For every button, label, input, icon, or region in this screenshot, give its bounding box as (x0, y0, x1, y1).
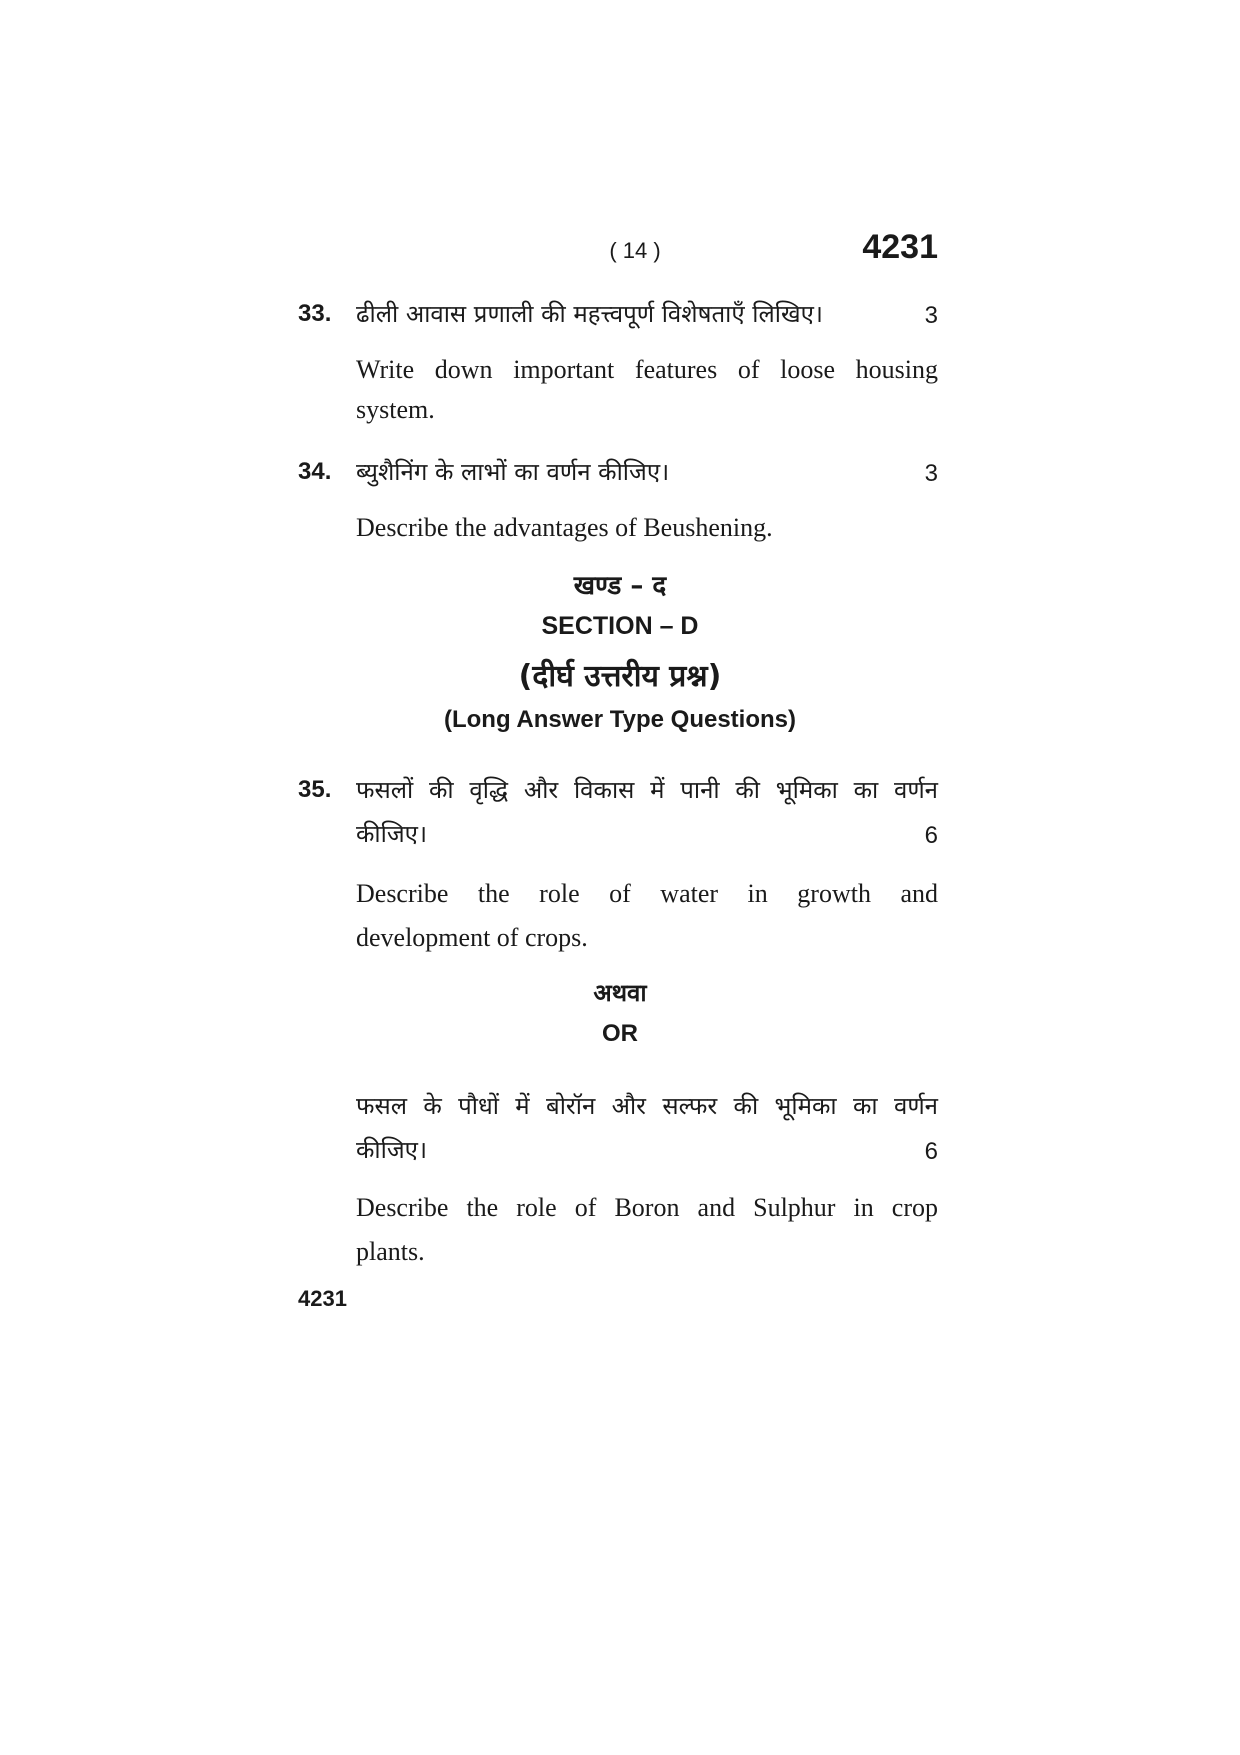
paper-code-top: 4231 (862, 228, 938, 266)
question-35-english-line1: Describe the role of water in growth and (356, 879, 938, 908)
question-33-english-line2: system. (356, 395, 435, 424)
question-35-number: 35. (298, 776, 332, 803)
question-35-english-line2: development of crops. (356, 923, 588, 952)
question-34-hindi: ब्युशैनिंग के लाभों का वर्णन कीजिए। (356, 458, 670, 486)
question-34-marks: 3 (924, 460, 938, 487)
question-35-alt-marks: 6 (924, 1138, 938, 1165)
page-number: ( 14 ) (609, 238, 661, 263)
section-title-english: SECTION – D (541, 612, 699, 640)
question-34-number: 34. (298, 458, 332, 485)
question-33-english-line1: Write down important features of loose housing (356, 355, 938, 384)
or-hindi: अथवा (593, 979, 647, 1007)
question-35-alt-english-line1: Describe the role of Boron and Sulphur in crop (356, 1193, 938, 1222)
question-35-hindi-line1: फसलों की वृद्धि और विकास में पानी की भूमिका का वर्णन (356, 776, 938, 804)
question-35-marks: 6 (924, 822, 938, 849)
question-35-alt-english-line2: plants. (356, 1237, 425, 1266)
question-35-alt-hindi-line1: फसल के पौधों में बोरॉन और सल्फर की भूमिका का वर्णन (356, 1092, 938, 1120)
question-34-english: Describe the advantages of Beushening. (356, 513, 773, 542)
question-35-hindi-line2: कीजिए। (356, 820, 428, 848)
or-english: OR (602, 1020, 638, 1047)
question-33-marks: 3 (924, 302, 938, 329)
question-33-number: 33. (298, 300, 332, 327)
paper-code-bottom: 4231 (298, 1286, 347, 1311)
section-subtitle-hindi: (दीर्घ उत्तरीय प्रश्न) (518, 659, 722, 694)
section-subtitle-english: (Long Answer Type Questions) (443, 706, 797, 733)
question-33-hindi: ढीली आवास प्रणाली की महत्त्वपूर्ण विशेषताएँ लिखिए। (356, 300, 823, 328)
question-35-alt-hindi-line2: कीजिए। (356, 1136, 428, 1164)
section-title-hindi: खण्ड – द (573, 571, 667, 601)
